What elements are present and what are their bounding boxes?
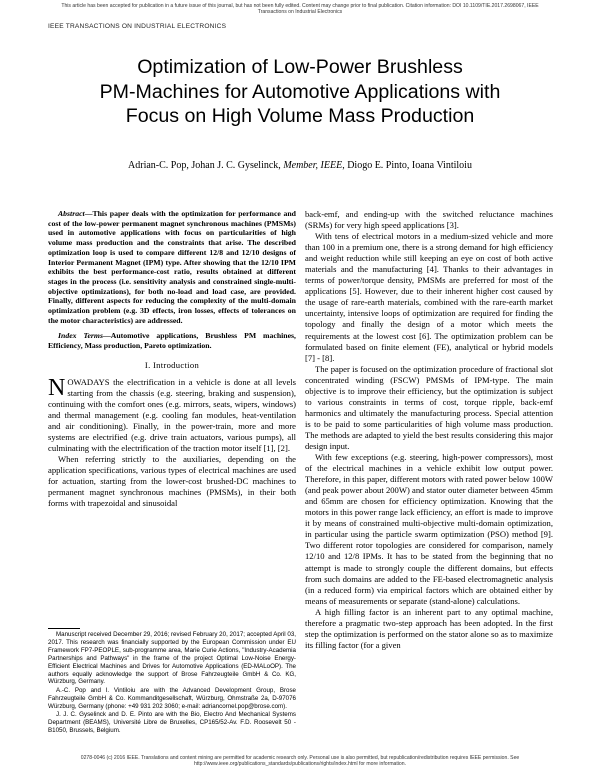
title-line-2: PM-Machines for Automotive Applications with xyxy=(99,80,501,103)
right-column xyxy=(305,209,553,651)
index-terms-text: —Automotive applications, Brushless PM machines, Efficiency, Mass production, Pareto optimization. xyxy=(48,331,296,351)
paper-title xyxy=(40,55,560,129)
body-paragraph-3: The paper is focused on the optimization procedure of fractional slot concentrated winding (FSCW) PMSMs of IPM-type. The main objective is to improve their efficiency, but the optimization is subject to various constraints in terms of cost, torque ripple, back-emf harmonics and ultimately the manufacturing process. Special attention is to be paid to some particularities of high volume mass production. The methods are adapted to yield the best results considering this major design input. xyxy=(305,363,553,451)
footnote-manuscript: Manuscript received December 29, 2016; revised February 20, 2017; accepted April 03, 2017. This research was financially supported by the European Commission under EU Framework FP7-PEOPLE, sub-programme area, Marie Curie Actions, "Industry-Academia Partnerships and Pathways" in the frame of the project Optimal Low-Noise Energy-Efficient Electrical Machines and Drives for Automotive Applications (ED-MALoOP). The authors equally acknowledge the support of Brose Fahrzeugteile GmbH & Co. KG, Würzburg, Germany. xyxy=(48,631,296,686)
journal-name: IEEE TRANSACTIONS ON INDUSTRIAL ELECTRONICS xyxy=(48,23,227,30)
body-paragraph-1: back-emf, and ending-up with the switched reluctance machines (SRMs) for very high speed applications [3]. xyxy=(305,209,553,231)
intro-paragraph-1-text: OWADAYS the electrification in a vehicle is done at all levels starting from the chassis (e.g. steering, braking and suspension), continuing with the comfort ones (e.g. mirrors, seats, wipers, windows) and thermal management (e.g. cooling fan modules, heat-ventilation and air conditioning). Finally, in the power-train, more and more systems are electrified (e.g. drive train actuators, various pumps), all culminating with the electrification of the traction motor itself [1], [2]. xyxy=(48,376,296,454)
abstract-label: Abstract xyxy=(58,209,85,218)
intro-paragraph-2: When referring strictly to the auxiliaries, depending on the application specifications, various types of electrical machines are used for actuation, starting from the lower-cost brushed-DC machines to permanent magnet synchronous machines (PMSMs), in their both forms with trapezoidal and sinusoidal xyxy=(48,454,296,509)
title-line-1: Optimization of Low-Power Brushless xyxy=(137,56,463,78)
section-heading-introduction: I. Introduction xyxy=(144,359,200,370)
author-list xyxy=(40,160,560,171)
body-paragraph-2: With tens of electrical motors in a medium-sized vehicle and more than 100 in a premium one, there is a strong demand for high efficiency and weight reduction while still keeping an eye on cost of both active materials and the manufacturing [4]. Thanks to their advantages in terms of power/torque density, PMSMs are preferred for most of the applications [5]. However, due to their inherent higher cost caused by the usage of rare-earth materials, combined with the rare-earth market uncertainty, intensive loops of optimization are required for finding the topology and finally the design of a motor which meets the requirements at the lowest cost [6]. The optimization problem can be formulated based on finite element (FE), analytical or hybrid models [7] - [8]. xyxy=(305,231,553,363)
footnote-affiliation-1: A.-C. Pop and I. Vintiloiu are with the Advanced Development Group, Brose Fahrzeugteile GmbH & Co. Kommanditgesellschaft, Würzburg, Ohmstraße 2a, D-97076 Würzburg, Germany (phone: +49 931 202 3060; e-mail: adriancornel.pop@brose.com). xyxy=(48,686,296,710)
publication-notice-line2: Transactions on Industrial Electronics xyxy=(257,9,343,15)
footnote-affiliation-2: J. J. C. Gyselinck and D. E. Pinto are with the Bio, Electro And Mechanical Systems Department (BEAMS), Université Libre de Bruxelles, CP165/52-Av. F.D. Roosevelt 50 - B1050, Brussels, Belgium. xyxy=(48,711,296,734)
body-paragraph-5: A high filling factor is an inherent part to any optimal machine, therefore a pragmatic two-step approach has been adopted. In the first step the optimization is performed on the stator alone so as to maximize its filling factor (for a given xyxy=(305,606,553,650)
publication-notice xyxy=(8,3,592,15)
copyright-footer xyxy=(10,755,590,768)
abstract xyxy=(48,209,296,325)
publication-notice-line1: This article has been accepted for publication in a future issue of this journal, but has not been fully edited. Content may change prior to final publication. Citation information: DOI 10.1109/TIE.2017.2698067, IEEE xyxy=(61,3,539,9)
authors-part-b: , Diogo E. Pinto, Ioana Vintiloiu xyxy=(342,160,472,171)
footnote-rule xyxy=(48,628,80,629)
title-line-3: Focus on High Volume Mass Production xyxy=(125,105,475,127)
footnotes xyxy=(48,631,296,735)
body-paragraph-4: With few exceptions (e.g. steering, high-power compressors), most of the electrical machines in a vehicle exhibit low output power. Therefore, in this paper, different motors with rated power below 100W (and peak power about 200W) and stator outer diameter between 45mm and 65mm are chosen for efficiency optimization. Knowing that the motors in this power range lack efficiency, an effort is made to improve it by means of constrained multi-objective multi-domain optimization, in particular using the particle swarm optimization (PSO) method [9]. Two different rotor topologies are considered for comparison, namely 12/10 and 12/8 IPMs. It has to be stated from the beginning that no attempt is made to strongly couple the different domains, but effects from such domains are added to the FE-based electromagnetic analysis (in a reduced form) via empirical factors which are obtained either by means of measurements or separate (stand-alone) calculations. xyxy=(305,452,553,606)
abstract-text: —This paper deals with the optimization for performance and cost of the low-power permanent magnet synchronous machines (PMSMs) used in automotive applications with focus on particularities of high volume mass production and the constraints that arise. The described optimization loop is used to compare different 12/8 and 12/10 designs of Interior Permanent Magnet (IPM) type. After showing that the 12/10 IPM exhibits the best performance-cost ratio, results obtained at different stages in the process (i.e. sensitivity analysis and constrained single-multi-objective optimizations), for both no-load and load case, are provided. Finally, different aspects for reducing the complexity of the multi-domain optimization problem (e.g. 3D effects, iron losses, effects of tolerances on the motor characteristics) are addressed. xyxy=(48,209,296,325)
left-column xyxy=(48,209,296,509)
index-terms xyxy=(48,331,296,350)
authors-part-a: Adrian-C. Pop, Johan J. C. Gyselinck, xyxy=(128,160,284,171)
intro-paragraph-1 xyxy=(48,374,296,454)
index-terms-label: Index Terms xyxy=(58,331,103,341)
copyright-line1: 0278-0046 (c) 2016 IEEE. Translations and content mining are permitted for academic research only. Personal use is also permitted, but republication/redistribution requires IEEE permission. See xyxy=(80,755,520,761)
drop-cap: N xyxy=(48,374,66,401)
authors-membership: Member, IEEE xyxy=(283,160,343,171)
copyright-line2: http://www.ieee.org/publications_standards/publications/rights/index.html for more information. xyxy=(193,761,407,768)
